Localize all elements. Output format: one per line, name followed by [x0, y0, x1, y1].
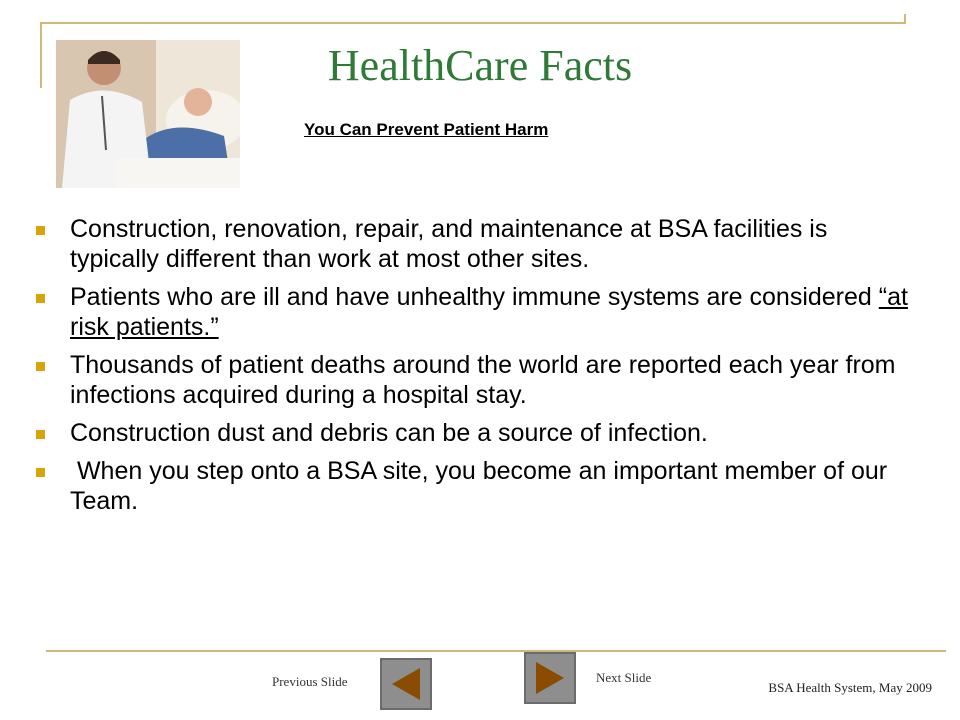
bullet-item [36, 214, 916, 274]
frame-right-tick [904, 14, 906, 24]
previous-slide-button[interactable] [380, 658, 432, 710]
previous-slide-label: Previous Slide [272, 674, 348, 689]
arrow-right-icon [526, 654, 574, 702]
arrow-left-icon [382, 660, 430, 708]
at-risk-patients-text: “at risk patients.” [70, 283, 908, 341]
bullet-square-icon [36, 226, 45, 235]
next-slide-button[interactable] [524, 652, 576, 704]
frame-top-line [40, 22, 906, 24]
slide-subtitle: You Can Prevent Patient Harm [304, 120, 549, 139]
frame-left-line [40, 22, 42, 88]
photo-illustration [56, 40, 240, 188]
bullet-square-icon [36, 430, 45, 439]
next-slide-label: Next Slide [596, 670, 652, 685]
bullet-text: Patients who are ill and have unhealthy immune systems are considered [70, 283, 879, 311]
slide-title: HealthCare Facts [327, 41, 633, 90]
bullet-item [36, 456, 916, 516]
bullet-text: Thousands of patient deaths around the world are reported each year from infections acquired during a hospital stay. [70, 351, 896, 409]
bullet-text: Construction dust and debris can be a source of infection. [70, 419, 708, 447]
bullet-item [36, 282, 916, 342]
bullet-square-icon [36, 362, 45, 371]
bullet-item [36, 350, 916, 410]
bullet-item [36, 418, 916, 448]
bullet-list [36, 214, 916, 524]
bullet-text: Construction, renovation, repair, and maintenance at BSA facilities is typically different than work at most other sites. [70, 215, 828, 273]
bullet-square-icon [36, 468, 45, 477]
footer-text: BSA Health System, May 2009 [768, 680, 932, 695]
doctor-patient-photo [56, 40, 240, 188]
bullet-square-icon [36, 294, 45, 303]
bullet-text: When you step onto a BSA site, you become an important member of our Team. [70, 457, 894, 515]
frame-bottom-line [46, 650, 946, 652]
